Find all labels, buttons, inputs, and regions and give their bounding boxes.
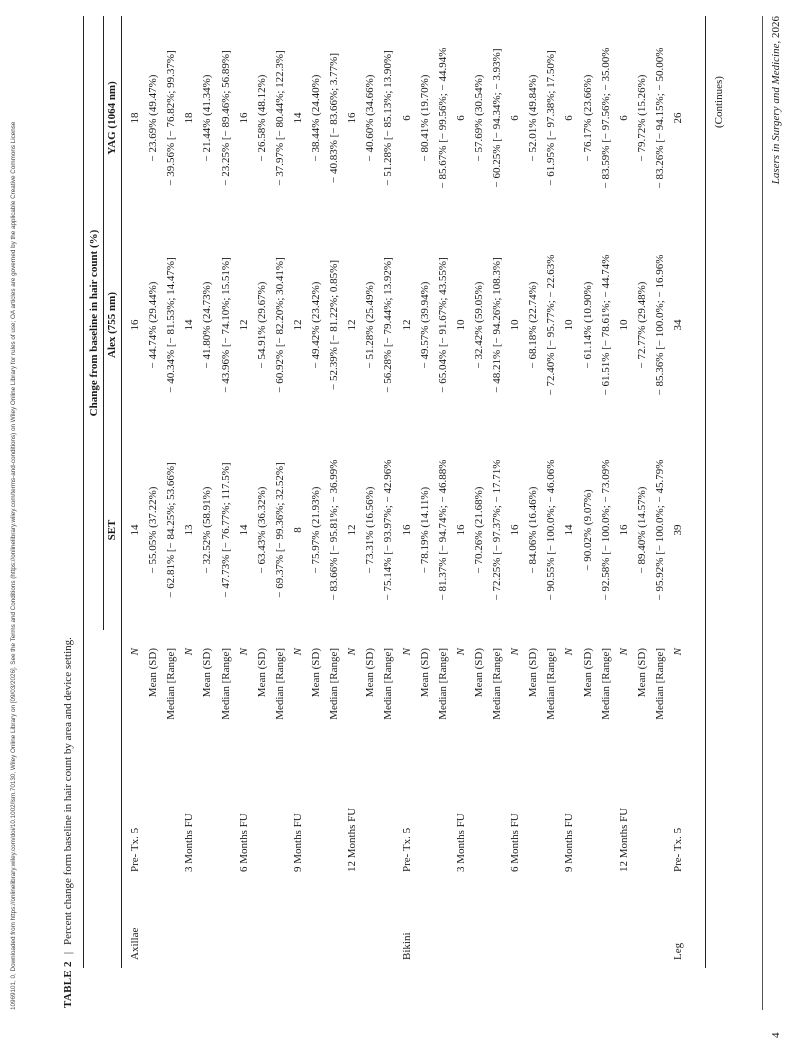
cell-stat: Median [Range] [491,648,503,720]
cell-set: − 73.31% (16.56%) [364,486,377,574]
cell-alex: − 48.21% [− 94.26%; 108.3%] [491,257,503,393]
cell-set: − 78.19% (14.11%) [418,486,431,574]
cell-stat: N [672,648,684,656]
cell-alex: − 68.18% (22.74%) [527,281,540,369]
cell-yag: 6 [509,115,522,121]
cell-set: 14 [129,524,141,536]
cell-set: − 83.66% [− 95.81%; − 36.99% [328,459,341,601]
header-group: Change from baseline in hair count (%) [88,229,100,417]
cell-set: − 84.06% (16.46%) [527,486,540,574]
cell-alex: − 72.77% (29.48%) [635,281,648,369]
cell-set: − 70.26% (21.68%) [472,486,485,574]
cell-stat: Median [Range] [382,648,395,720]
cell-alex: 16 [129,319,141,331]
cell-yag: − 40.60% (34.66%) [364,74,377,162]
cell-stat: N [237,648,250,656]
cell-yag: − 26.58% (48.12%) [255,74,268,162]
cell-stat: N [509,648,522,656]
cell-stat: N [183,648,196,656]
cell-set: − 81.37% [− 94.74%; − 46.88% [436,459,449,601]
cell-yag: 14 [291,112,304,124]
cell-yag: − 23.69% (49.47%) [147,74,160,162]
header-col-set: SET [106,519,118,541]
cell-yag: − 40.83% [− 83.66%; 3.77%] [328,52,341,184]
cell-set: 16 [509,524,522,536]
cell-alex: − 44.74% (29.44%) [147,281,160,369]
cell-alex: 14 [183,319,196,331]
cell-alex: 10 [454,319,467,331]
header-col-yag: YAG (1064 nm) [106,81,118,155]
cell-alex: − 49.57% (39.94%) [418,281,431,369]
cell-yag: − 60.25% [− 94.34%; − 3.93%] [491,48,503,188]
cell-stat: Mean (SD) [472,648,485,698]
cell-alex: − 61.51% [− 78.61%; − 44.74% [599,254,612,396]
cell-yag: 18 [129,112,141,124]
cell-time: 3 Months FU [183,813,196,872]
cell-yag: − 51.28% [− 85.13%; 13.90%] [382,50,395,186]
cell-alex: − 54.91% (29.67%) [255,281,268,369]
cell-yag: − 80.41% (19.70%) [418,74,431,162]
journal-title: Lasers in Surgery and Medicine, [770,40,782,185]
download-notice: 10969101, 0, Downloaded from https://onlinelibrary.wiley.com/doi/10.1002/lsm.70130, Wiley Online Library on [09/03/2026]. See the Terms and Conditions (https://onlinelibrary.wiley.com/terms-and-conditions) on Wiley Online Library for rules of use; OA articles are governed by the applicable Creative Commons License [10,121,17,1010]
cell-set: 39 [672,524,684,536]
caption-text: Percent change form baseline in hair count by area and device setting. [62,637,74,945]
cell-yag: − 83.59% [− 97.56%; − 35.00% [599,47,612,189]
top-rule [83,16,84,968]
cell-time: 12 Months FU [346,807,359,872]
cell-set: − 72.25% [− 97.37%; − 17.71% [491,459,503,601]
cell-yag: − 52.01% (49.84%) [527,74,540,162]
cell-set: 16 [617,524,630,536]
cell-time: 6 Months FU [237,813,250,872]
cell-alex: − 85.36% [− 100.0%; − 16.96% [653,254,666,396]
cell-yag: − 37.97% [− 80.44%; 122.3%] [273,50,286,186]
cell-set: − 75.14% [− 93.97%; − 42.96% [382,459,395,601]
cell-alex: − 43.96% [− 74.10%; 15.51%] [219,257,232,393]
cell-yag: 6 [454,115,467,121]
table-label: TABLE 2 [62,961,74,1008]
cell-stat: Mean (SD) [418,648,431,698]
cell-yag: 16 [346,112,359,124]
cell-set: 14 [237,524,250,536]
cell-stat: N [400,648,413,656]
cell-set: − 55.05% (37.22%) [147,486,160,574]
cell-yag: − 83.26% [− 94.15%; − 50.00% [653,47,666,189]
cell-yag: − 61.95% [− 97.38%; 17.50%] [545,50,558,186]
cell-yag: − 85.67% [− 99.56%; − 44.94% [436,47,449,189]
cell-alex: 12 [237,319,250,331]
cell-yag: − 39.56% [− 76.82%; 99.37%] [165,50,178,186]
cell-stat: Median [Range] [273,648,286,720]
cell-yag: − 76.17% (23.66%) [581,74,594,162]
cell-yag: − 21.44% (41.34%) [201,74,214,162]
bottom-rule [705,16,706,968]
cell-yag: − 38.44% (24.40%) [310,74,322,162]
cell-stat: Median [Range] [328,648,341,720]
cell-alex: − 51.28% (25.49%) [364,281,377,369]
cell-stat: Mean (SD) [581,648,594,698]
cell-time: 3 Months FU [454,813,467,872]
header-bottom-rule [121,16,122,968]
cell-stat: N [454,648,467,656]
cell-stat: Median [Range] [599,648,612,720]
header-group-rule [103,16,104,630]
cell-set: 13 [183,524,196,536]
cell-yag: − 23.25% [− 89.46%; 56.89%] [219,50,232,186]
cell-alex: − 41.80% (24.73%) [201,281,214,369]
cell-set: − 89.40% (14.57%) [635,486,648,574]
cell-alex: − 72.40% [− 95.77%; − 22.63% [545,254,558,396]
cell-yag: − 57.69% (30.54%) [472,74,485,162]
cell-stat: Median [Range] [219,648,232,720]
cell-stat: N [617,648,630,656]
cell-time: Pre- Tx. 5 [400,827,413,872]
cell-alex: 12 [346,319,359,331]
cell-set: − 62.81% [− 84.25%; 53.66%] [165,462,178,598]
cell-set: − 92.58% [− 100.0%; − 73.09% [599,459,612,601]
cell-area: Leg [672,942,684,960]
cell-stat: Median [Range] [653,648,666,720]
cell-area: Bikini [400,932,413,960]
cell-stat: Median [Range] [165,648,178,720]
cell-set: − 47.73% [− 76.77%; 117.5%] [219,462,232,598]
cell-set: 14 [563,524,576,536]
table-caption [62,637,74,1008]
cell-alex: − 52.39% [− 81.22%; 0.85%] [328,259,341,391]
cell-time: Pre- Tx. 5 [129,827,141,872]
cell-time: 9 Months FU [291,813,304,872]
cell-stat: Mean (SD) [310,648,322,698]
cell-stat: N [291,648,304,656]
caption-separator: | [62,951,74,955]
cell-stat: Mean (SD) [364,648,377,698]
cell-stat: Median [Range] [436,648,449,720]
cell-yag: 26 [672,112,684,124]
cell-alex: − 40.34% [− 81.53%; 14.47%] [165,257,178,393]
cell-stat: Mean (SD) [527,648,540,698]
cell-time: 6 Months FU [509,813,522,872]
cell-alex: − 56.28% [− 79.44%; 13.92%] [382,257,395,393]
cell-stat: N [563,648,576,656]
cell-stat: Median [Range] [545,648,558,720]
continues-note: (Continues) [713,76,725,128]
journal-year: 2026 [770,16,782,38]
cell-stat: Mean (SD) [635,648,648,698]
cell-set: − 90.55% [− 100.0%; − 46.06% [545,459,558,601]
cell-yag: 18 [183,112,196,124]
cell-set: 8 [291,527,304,533]
cell-stat: Mean (SD) [147,648,160,698]
journal-name [770,16,782,1010]
cell-stat: N [346,648,359,656]
cell-alex: − 65.04% [− 91.67%; 43.55%] [436,257,449,393]
cell-alex: − 61.14% (10.90%) [581,281,594,369]
cell-area: Axillae [129,927,141,960]
header-col-alex: Alex (755 nm) [106,292,118,358]
footer-rule [762,16,763,1010]
cell-yag: − 79.72% (15.26%) [635,74,648,162]
cell-time: Pre- Tx. 5 [672,827,684,872]
cell-set: − 63.43% (36.32%) [255,486,268,574]
cell-set: 12 [346,524,359,536]
cell-stat: Mean (SD) [255,648,268,698]
cell-alex: 12 [400,319,413,331]
page-number: 4 [770,1032,782,1038]
cell-time: 9 Months FU [563,813,576,872]
cell-yag: 6 [563,115,576,121]
cell-alex: 34 [672,319,684,331]
cell-alex: 10 [617,319,630,331]
cell-stat: Mean (SD) [201,648,214,698]
cell-set: 16 [454,524,467,536]
cell-stat: N [129,648,141,656]
cell-alex: 10 [509,319,522,331]
cell-alex: − 49.42% (23.42%) [310,281,322,369]
cell-yag: 6 [400,115,413,121]
cell-set: − 75.97% (21.93%) [310,486,322,574]
cell-yag: 16 [237,112,250,124]
cell-set: − 32.52% (58.91%) [201,486,214,574]
cell-yag: 6 [617,115,630,121]
cell-set: 16 [400,524,413,536]
cell-alex: − 60.92% [− 82.20%; 30.41%] [273,257,286,393]
cell-time: 12 Months FU [617,807,630,872]
cell-set: − 90.02% (9.07%) [581,489,594,571]
cell-alex: − 32.42% (59.05%) [472,281,485,369]
cell-set: − 95.92% [− 100.0%; − 45.79% [653,459,666,601]
cell-alex: 12 [291,319,304,331]
cell-set: − 69.37% [− 99.36%; 32.52%] [273,462,286,598]
cell-alex: 10 [563,319,576,331]
